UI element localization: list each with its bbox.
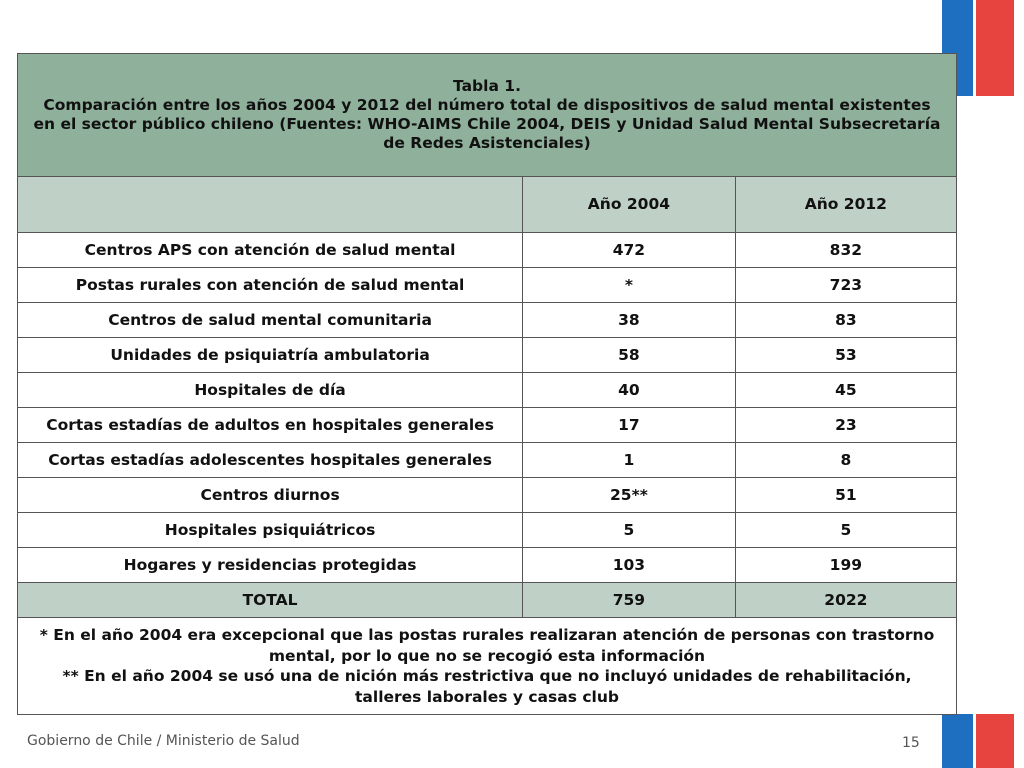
row-label: Postas rurales con atención de salud mental <box>18 268 523 303</box>
row-value-2012: 45 <box>735 373 956 408</box>
row-value-2004: 472 <box>523 233 736 268</box>
row-value-2004: 17 <box>523 408 736 443</box>
table-header-row <box>18 177 957 233</box>
row-value-2004: 1 <box>523 443 736 478</box>
table-row <box>18 443 957 478</box>
total-value-2012: 2022 <box>735 583 956 618</box>
total-value-2004: 759 <box>523 583 736 618</box>
row-value-2004: 25** <box>523 478 736 513</box>
row-value-2012: 51 <box>735 478 956 513</box>
table-title-label: Tabla 1. <box>453 77 521 95</box>
table-row <box>18 338 957 373</box>
row-value-2004: * <box>523 268 736 303</box>
row-value-2012: 5 <box>735 513 956 548</box>
table-row <box>18 233 957 268</box>
footnote-2: ** En el año 2004 se usó una de nición más restrictiva que no incluyó unidades de rehabilitación, talleres laborales y casas club <box>62 667 912 706</box>
row-label: Centros de salud mental comunitaria <box>18 303 523 338</box>
table-notes-row <box>18 618 957 715</box>
table-row <box>18 373 957 408</box>
table-row <box>18 478 957 513</box>
row-label: Cortas estadías adolescentes hospitales generales <box>18 443 523 478</box>
row-value-2012: 8 <box>735 443 956 478</box>
page-number: 15 <box>902 735 920 751</box>
comparison-table <box>17 53 957 715</box>
row-value-2012: 53 <box>735 338 956 373</box>
table-total-row <box>18 583 957 618</box>
flag-bar-red-bottom <box>976 714 1014 768</box>
row-value-2004: 38 <box>523 303 736 338</box>
row-label: Hogares y residencias protegidas <box>18 548 523 583</box>
total-label: TOTAL <box>18 583 523 618</box>
table-row <box>18 548 957 583</box>
header-cell-category <box>18 177 523 233</box>
row-label: Centros diurnos <box>18 478 523 513</box>
row-value-2012: 199 <box>735 548 956 583</box>
row-value-2012: 83 <box>735 303 956 338</box>
flag-bar-red-top <box>976 0 1014 96</box>
row-value-2004: 103 <box>523 548 736 583</box>
table-row <box>18 408 957 443</box>
row-value-2012: 723 <box>735 268 956 303</box>
header-cell-2012: Año 2012 <box>735 177 956 233</box>
table-title <box>18 54 957 177</box>
flag-bar-blue-bottom <box>942 714 973 768</box>
table-notes <box>18 618 957 715</box>
footnote-1: * En el año 2004 era excepcional que las postas rurales realizaran atención de personas con trastorno mental, por lo que no se recogió esta información <box>39 626 935 665</box>
row-value-2004: 40 <box>523 373 736 408</box>
row-value-2012: 23 <box>735 408 956 443</box>
row-value-2004: 58 <box>523 338 736 373</box>
table-title-row <box>18 54 957 177</box>
row-label: Unidades de psiquiatría ambulatoria <box>18 338 523 373</box>
row-value-2004: 5 <box>523 513 736 548</box>
row-label: Hospitales de día <box>18 373 523 408</box>
table-row <box>18 303 957 338</box>
table-row <box>18 268 957 303</box>
table-row <box>18 513 957 548</box>
row-label: Cortas estadías de adultos en hospitales generales <box>18 408 523 443</box>
row-value-2012: 832 <box>735 233 956 268</box>
row-label: Centros APS con atención de salud mental <box>18 233 523 268</box>
row-label: Hospitales psiquiátricos <box>18 513 523 548</box>
table-title-description: Comparación entre los años 2004 y 2012 del número total de dispositivos de salud mental existentes en el sector público chileno (Fuentes: WHO-AIMS Chile 2004, DEIS y Unidad Salud Mental Subsecretaría de Redes Asistenciales) <box>33 96 941 152</box>
footer-organization: Gobierno de Chile / Ministerio de Salud <box>27 733 300 749</box>
header-cell-2004: Año 2004 <box>523 177 736 233</box>
